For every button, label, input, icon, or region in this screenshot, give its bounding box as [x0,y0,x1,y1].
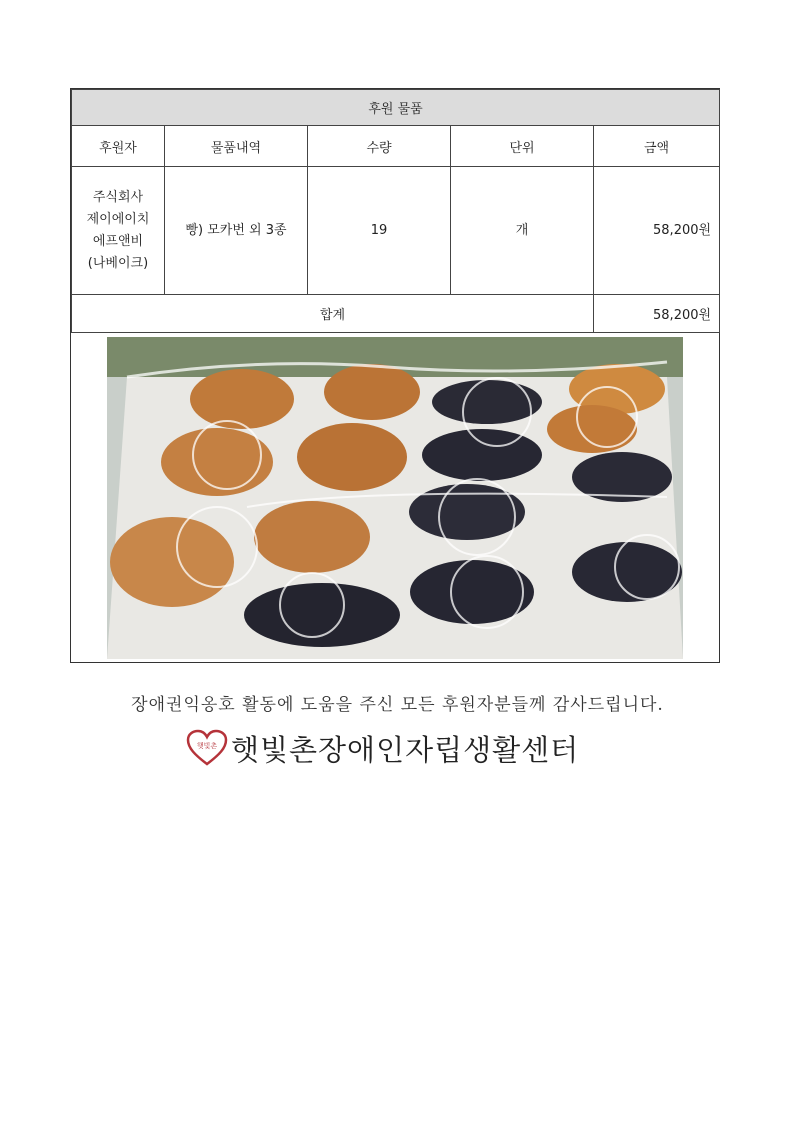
total-amount: 58,200원 [594,295,720,333]
total-row [72,295,720,333]
table-title: 후원 물품 [72,90,720,126]
header-quantity: 수량 [308,126,451,167]
donor-line: 에프앤비 [92,233,144,249]
donor-line: (나베이크) [87,255,149,271]
header-amount: 금액 [594,126,720,167]
total-label: 합계 [72,295,594,333]
heart-logo-icon [185,728,229,768]
svg-text:햇빛촌: 햇빛촌 [196,742,218,750]
header-item: 물품내역 [165,126,308,167]
donation-table [71,89,720,333]
thanks-message: 장애권익옹호 활동에 도움을 주신 모든 후원자분들께 감사드립니다. [131,695,664,715]
organization-name: 햇빛촌장애인자립생활센터 [231,732,580,767]
donor-line: 제이에이치 [86,211,150,227]
item-cell: 빵) 모카번 외 3종 [165,167,308,295]
quantity-cell: 19 [308,167,451,295]
donation-sheet [70,88,720,663]
header-unit: 단위 [451,126,594,167]
organization-signature [185,726,579,770]
bread-photo [107,337,683,659]
table-row [72,167,720,295]
bread-photo-illustration [107,337,683,659]
amount-cell: 58,200원 [594,167,720,295]
donor-cell [72,167,165,295]
donor-line: 주식회사 [92,189,144,205]
unit-cell: 개 [451,167,594,295]
header-donor: 후원자 [72,126,165,167]
